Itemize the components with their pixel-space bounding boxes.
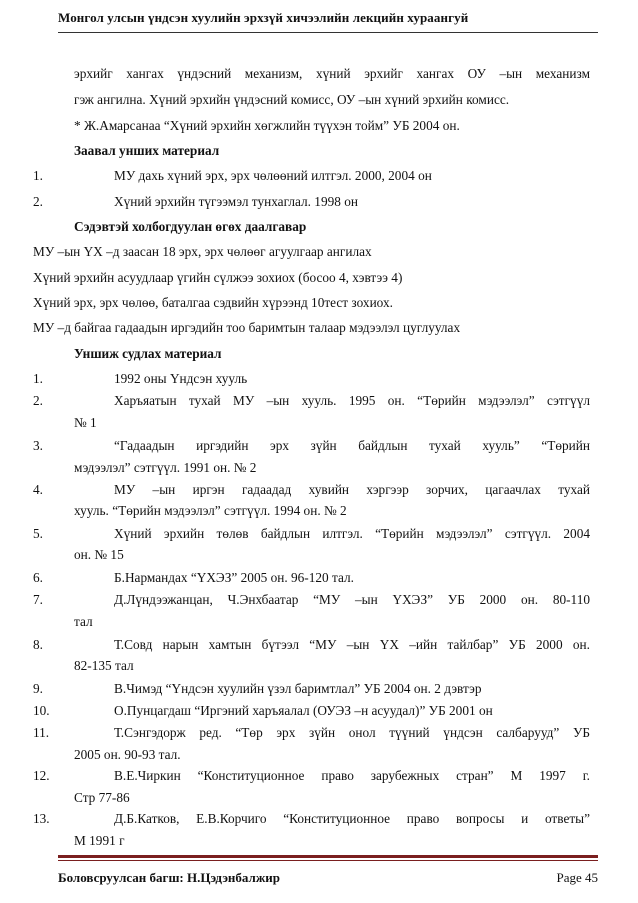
study-item-5-number: 5.	[33, 525, 43, 541]
study-item-7-number: 7.	[33, 592, 43, 608]
task-line-1: МУ –ын ҮХ –д заасан 18 эрх, эрх чөлөөг агуулгаар ангилах	[33, 244, 372, 259]
study-item-7-text: Д.Лүндээжанцан, Ч.Энхбаатар “МУ –ын ҮХЭЗ” УБ 2000 он. 80-110	[114, 592, 590, 608]
study-item-11-continuation: 2005 он. 90-93 тал.	[74, 746, 181, 762]
study-item-4-text: МУ –ын иргэн гадаадад хувийн хэргээр зорчих, цагаачлах тухай	[114, 481, 590, 497]
study-item-6-number: 6.	[33, 569, 43, 585]
intro-line-3: * Ж.Амарсанаа “Хүний эрхийн хөгжлийн түүхэн тойм” УБ 2004 он.	[74, 118, 460, 133]
intro-line-2: гэж ангилна. Хүний эрхийн үндэсний комисс, ОУ –ын хүний эрхийн комисс.	[74, 92, 510, 107]
footer-divider-thin	[58, 860, 598, 861]
footer-page-number: Page 45	[556, 870, 598, 885]
task-line-4: МУ –д байгаа гадаадын иргэдийн тоо баримтын талаар мэдээлэл цуглуулах	[33, 320, 461, 335]
study-item-8-continuation: 82-135 тал	[74, 658, 134, 674]
study-item-4-number: 4.	[33, 481, 43, 497]
required-item-1-number: 1.	[33, 168, 43, 183]
study-item-13-continuation: М 1991 г	[74, 832, 125, 848]
study-item-9-number: 9.	[33, 680, 43, 696]
task-line-3: Хүний эрх, эрх чөлөө, баталгаа сэдвийн хүрээнд 10тест зохиох.	[33, 295, 393, 310]
tasks-heading: Сэдэвтэй холбогдуулан өгөх даалгавар	[74, 219, 307, 234]
study-item-12-number: 12.	[33, 768, 50, 784]
study-item-10-text: О.Пунцагдаш “Иргэний харъяалал (ОУЭЗ –н асуудал)” УБ 2001 он	[114, 702, 493, 718]
footer-divider-thick	[58, 855, 598, 858]
study-item-13-number: 13.	[33, 811, 50, 827]
study-item-6-text: Б.Нармандах “ҮХЭЗ” 2005 он. 96-120 тал.	[114, 569, 354, 585]
study-item-2-number: 2.	[33, 393, 43, 409]
header-divider	[58, 32, 598, 33]
study-item-3-text: “Гадаадын иргэдийн эрх зүйн байдлын тухай хууль” “Төрийн	[114, 438, 590, 454]
study-item-13-text: Д.Б.Катков, Е.В.Корчиго “Конституционное право вопросы и ответы”	[114, 811, 590, 827]
study-item-8-number: 8.	[33, 636, 43, 652]
study-item-9-text: В.Чимэд “Үндсэн хуулийн үзэл баримтлал” УБ 2004 он. 2 дэвтэр	[114, 680, 482, 696]
task-line-2: Хүний эрхийн асуудлаар үгийн сүлжээ зохиох (босоо 4, хэвтээ 4)	[33, 270, 403, 285]
footer-author: Боловсруулсан багш: Н.Цэдэнбалжир	[58, 870, 280, 885]
study-item-3-continuation: мэдээлэл” сэтгүүл. 1991 он. № 2	[74, 459, 257, 475]
study-item-2-continuation: № 1	[74, 414, 97, 430]
study-item-4-continuation: хууль. “Төрийн мэдээлэл” сэтгүүл. 1994 он. № 2	[74, 503, 347, 519]
study-item-12-continuation: Стр 77-86	[74, 789, 130, 805]
study-item-7-continuation: тал	[74, 613, 93, 629]
study-item-8-text: Т.Совд нарын хамтын бүтээл “МУ –ын ҮХ –ийн тайлбар” УБ 2000 он.	[114, 636, 590, 652]
study-item-1-text: 1992 оны Үндсэн хууль	[114, 371, 248, 386]
required-item-2-text: Хүний эрхийн түгээмэл тунхаглал. 1998 он	[114, 194, 358, 209]
study-item-10-number: 10.	[33, 702, 50, 718]
study-item-12-text: В.Е.Чиркин “Конституционное право зарубежных стран” М 1997 г.	[114, 768, 590, 784]
required-item-1-text: МУ дахь хүний эрх, эрх чөлөөний илтгэл. 2000, 2004 он	[114, 168, 432, 183]
study-item-3-number: 3.	[33, 438, 43, 454]
study-item-11-text: Т.Сэнгэдорж ред. “Төр эрх зүйн онол түүний үндсэн салбарууд” УБ	[114, 725, 590, 741]
page-header-title: Монгол улсын үндсэн хуулийн эрхзүй хичээлийн лекцийн хураангуй	[58, 10, 469, 25]
study-item-5-text: Хүний эрхийн төлөв байдлын илтгэл. “Төрийн мэдээлэл” сэтгүүл. 2004	[114, 525, 590, 541]
required-reading-heading: Заавал унших материал	[74, 143, 220, 158]
intro-line-1: эрхийг хангах үндэсний механизм, хүний эрхийг хангах ОУ –ын механизм	[74, 66, 590, 81]
study-item-5-continuation: он. № 15	[74, 547, 124, 563]
study-materials-heading: Уншиж судлах материал	[74, 346, 222, 361]
study-item-2-text: Харъяатын тухай МУ –ын хууль. 1995 он. “Төрийн мэдээлэл” сэтгүүл	[114, 393, 590, 409]
study-item-11-number: 11.	[33, 725, 50, 741]
required-item-2-number: 2.	[33, 194, 43, 209]
study-item-1-number: 1.	[33, 371, 43, 386]
